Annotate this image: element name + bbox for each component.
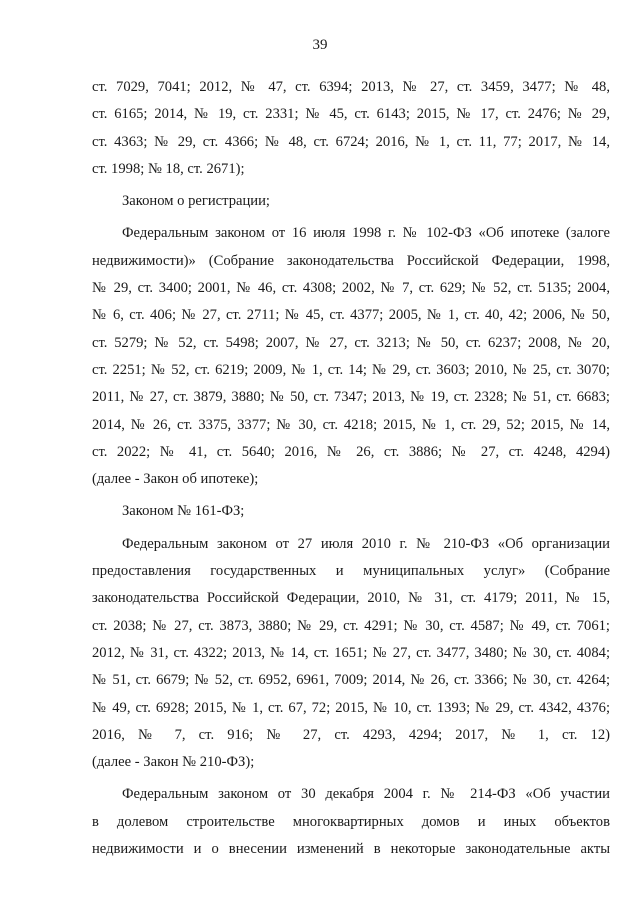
text-line: 2016, № 7, ст. 916; № 27, ст. 4293, 4294; 2017, № 1, ст. 12) bbox=[92, 726, 610, 743]
text-line: недвижимости)» (Собрание законодательства Российской Федерации, 1998, bbox=[92, 252, 610, 269]
text-line: (далее - Закон № 210-ФЗ); bbox=[92, 754, 255, 771]
text-line: ст. 4363; № 29, ст. 4366; № 48, ст. 6724; 2016, № 1, ст. 11, 77; 2017, № 14, bbox=[92, 133, 610, 150]
text-line: в долевом строительстве многоквартирных домов и иных объектов bbox=[92, 813, 610, 830]
text-line: № 49, ст. 6928; 2015, № 1, ст. 67, 72; 2015, № 10, ст. 1393; № 29, ст. 4342, 4376; bbox=[92, 699, 610, 716]
text-line: ст. 2022; № 41, ст. 5640; 2016, № 26, ст. 3886; № 27, ст. 4248, 4294) bbox=[92, 443, 610, 460]
text-line: ст. 5279; № 52, ст. 5498; 2007, № 27, ст. 3213; № 50, ст. 6237; 2008, № 20, bbox=[92, 334, 610, 351]
text-line: Федеральным законом от 16 июля 1998 г. № 102-ФЗ «Об ипотеке (залоге bbox=[122, 225, 610, 242]
text-line: Законом о регистрации; bbox=[122, 193, 270, 210]
text-line: недвижимости и о внесении изменений в некоторые законодательные акты bbox=[92, 841, 610, 858]
text-line: (далее - Закон об ипотеке); bbox=[92, 471, 259, 488]
text-line: 2014, № 26, ст. 3375, 3377; № 30, ст. 4218; 2015, № 1, ст. 29, 52; 2015, № 14, bbox=[92, 416, 610, 433]
text-line: 2011, № 27, ст. 3879, 3880; № 50, ст. 7347; 2013, № 19, ст. 2328; № 51, ст. 6683; bbox=[92, 389, 610, 406]
text-line: Федеральным законом от 30 декабря 2004 г. № 214-ФЗ «Об участии bbox=[122, 786, 610, 803]
text-line: ст. 6165; 2014, № 19, ст. 2331; № 45, ст. 6143; 2015, № 17, ст. 2476; № 29, bbox=[92, 106, 610, 123]
text-line: 2012, № 31, ст. 4322; 2013, № 14, ст. 1651; № 27, ст. 3477, 3480; № 30, ст. 4084; bbox=[92, 644, 610, 661]
text-line: № 51, ст. 6679; № 52, ст. 6952, 6961, 7009; 2014, № 26, ст. 3366; № 30, ст. 4264; bbox=[92, 672, 610, 689]
text-line: Федеральным законом от 27 июля 2010 г. № 210-ФЗ «Об организации bbox=[122, 535, 610, 552]
text-line: № 6, ст. 406; № 27, ст. 2711; № 45, ст. 4377; 2005, № 1, ст. 40, 42; 2006, № 50, bbox=[92, 307, 610, 324]
text-line: ст. 7029, 7041; 2012, № 47, ст. 6394; 2013, № 27, ст. 3459, 3477; № 48, bbox=[92, 79, 610, 95]
text-line: ст. 2251; № 52, ст. 6219; 2009, № 1, ст. 14; № 29, ст. 3603; 2010, № 25, ст. 3070; bbox=[92, 361, 610, 378]
text-line: ст. 2038; № 27, ст. 3873, 3880; № 29, ст. 4291; № 30, ст. 4587; № 49, ст. 7061; bbox=[92, 617, 610, 634]
page-number: 39 bbox=[312, 37, 328, 53]
text-line: предоставления государственных и муниципальных услуг» (Собрание bbox=[92, 563, 610, 580]
text-line: № 29, ст. 3400; 2001, № 46, ст. 4308; 2002, № 7, ст. 629; № 52, ст. 5135; 2004, bbox=[92, 280, 610, 297]
document-body bbox=[92, 74, 610, 863]
text-line: законодательства Российской Федерации, 2010, № 31, ст. 4179; 2011, № 15, bbox=[92, 590, 610, 607]
text-line: ст. 1998; № 18, ст. 2671); bbox=[92, 160, 245, 177]
text-line: Законом № 161-ФЗ; bbox=[122, 503, 245, 520]
